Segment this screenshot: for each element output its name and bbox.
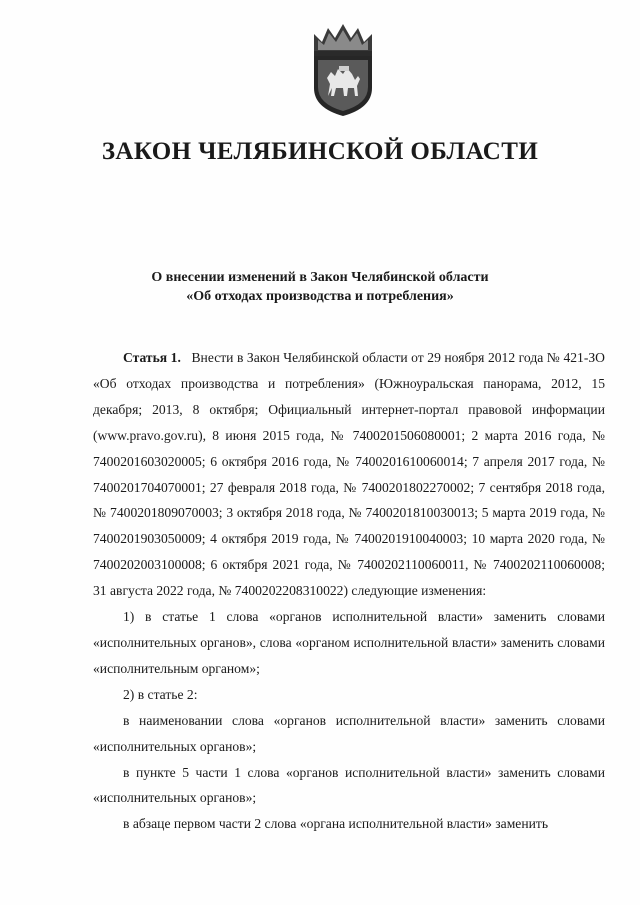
article-item-2: 2) в статье 2: [123,686,198,702]
article-intro-paragraph [93,345,605,604]
article-item-2-c: в абзаце первом части 2 слова «органа исполнительной власти» заменить [123,816,549,832]
article-item-2-a: в наименовании слова «органов исполнительной власти» заменить словами «исполнительных органов»; [93,712,605,754]
law-subtitle-line-2: «Об отходах производства и потребления» [186,289,454,304]
law-subtitle-line-1: О внесении изменений в Закон Челябинской области [151,270,489,285]
law-title: ЗАКОН ЧЕЛЯБИНСКОЙ ОБЛАСТИ [101,138,539,165]
article-intro-text: Внести в Закон Челябинской области от 29 ноября 2012 года № 421-ЗО «Об отходах производства и потребления» (Южноуральская панорама, 2012, 15 декабря; 2013, 8 октября; Официальный интернет-портал правовой информации (www.pravo.gov.ru), 8 июня 2015 года, № 7400201506080001; 2 марта 2016 года, № 7400201603020005; 6 октября 2016 года, № 7400201610060014; 7 апреля 2017 года, № 7400201704070001; 27 февраля 2018 года, № 7400201802270002; 7 сентября 2018 года, № 7400201809070003; 3 октября 2018 года, № 7400201810030013; 5 марта 2019 года, № 7400201903050009; 4 октября 2019 года, № 7400201910040003; 10 марта 2020 года, № 7400202003100008; 6 октября 2021 года, № 7400202110060011, № 7400202110060008; 31 августа 2022 года, № 7400202208310022) следующие изменения: [93,350,605,599]
article-item-2-b: в пункте 5 части 1 слова «органов исполнительной власти» заменить словами «исполнительных органов»; [93,764,605,806]
article-body [93,345,605,837]
chelyabinsk-coat-of-arms-icon [300,22,386,118]
article-item-1: 1) в статье 1 слова «органов исполнительной власти» заменить словами «исполнительных органов», слова «органом исполнительной власти» заменить словами «исполнительным органом»; [93,609,605,676]
article-label: Статья 1. [123,350,181,365]
